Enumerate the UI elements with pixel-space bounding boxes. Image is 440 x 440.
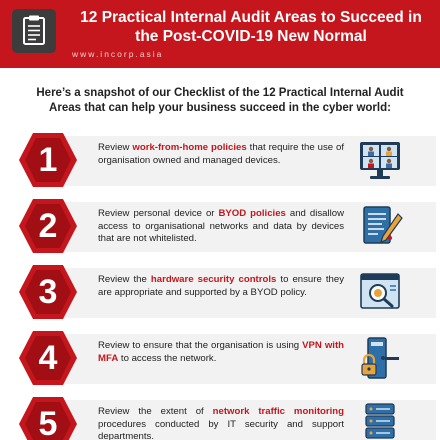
item-description: Review the extent of network traffic monitoring procedures conducted by IT security and support departments. (98, 406, 344, 440)
item-description: Review the hardware security controls to ensure they are appropriate and supported by a BYOD policy. (98, 274, 344, 298)
item-description: Review personal device or BYOD policies and disallow access to organisational networks and data by devices that are not whitelisted. (98, 208, 345, 244)
checklist-item (0, 198, 440, 260)
video-conference-icon (356, 136, 404, 184)
item-number: 2 (38, 207, 58, 245)
checklist-item (0, 330, 440, 392)
policy-document-icon (356, 202, 404, 250)
item-number: 1 (38, 141, 58, 179)
intro-text: Here’s a snapshot of our Checklist of the 12 Practical Internal Audit Areas that can help your business succeed in the cyber world: (36, 87, 404, 114)
item-description: Review work-from-home policies that require the use of organisation owned and managed devices. (98, 142, 345, 166)
website-url: www.incorp.asia (72, 49, 164, 59)
item-number: 3 (38, 273, 58, 311)
item-number: 4 (38, 339, 58, 377)
checklist-item (0, 264, 440, 326)
item-number: 5 (38, 405, 58, 440)
vpn-lock-icon (356, 334, 404, 382)
checklist-item (0, 132, 440, 194)
checklist-icon (12, 9, 56, 53)
header-banner (0, 0, 440, 68)
server-monitoring-icon (356, 400, 404, 440)
page-title: 12 Practical Internal Audit Areas to Succeed in the Post-COVID-19 New Normal (80, 9, 422, 45)
item-description: Review to ensure that the organisation is using VPN with MFA to access the network. (98, 340, 344, 364)
security-scan-icon (356, 268, 404, 316)
checklist-item (0, 396, 440, 440)
